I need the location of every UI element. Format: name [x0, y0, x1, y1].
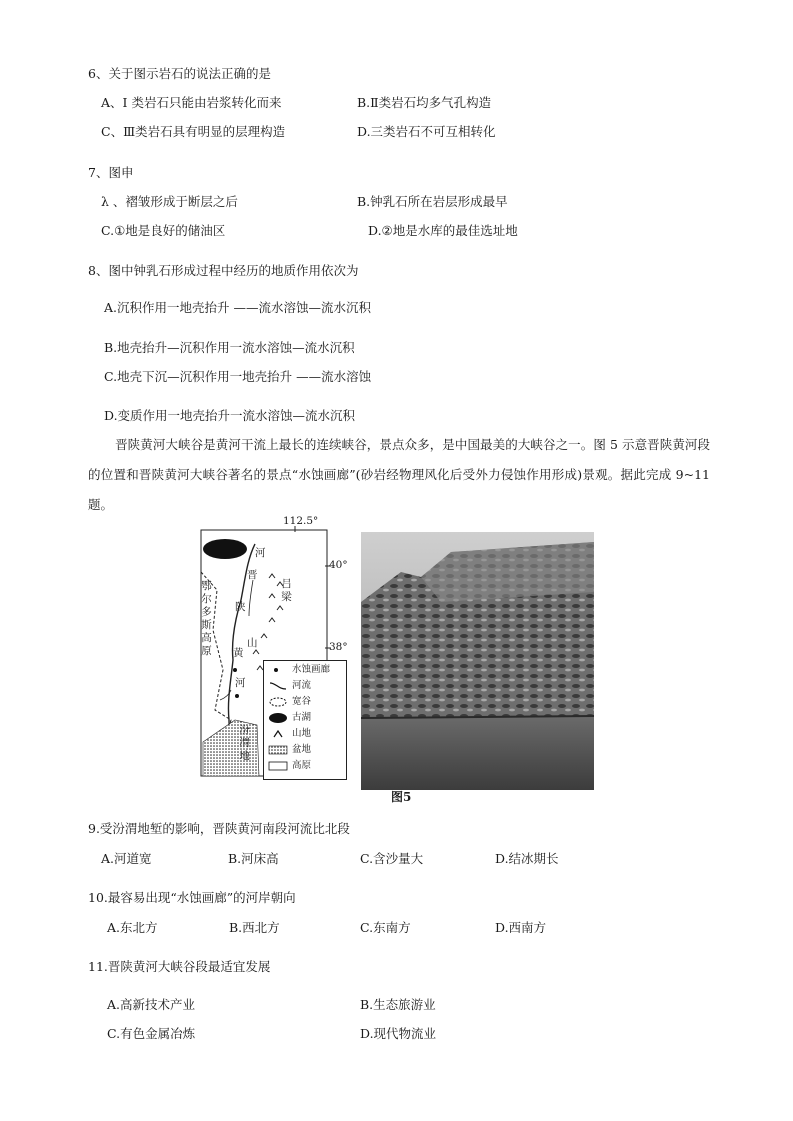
legend-item-plateau: 高原: [268, 759, 346, 773]
q11-stem: 11.晋陕黄河大峡谷段最适宜发展: [88, 959, 271, 974]
q11-option-d[interactable]: D.现代物流业: [360, 1026, 437, 1041]
q8-stem: 8、图中钟乳石形成过程中经历的地质作用依次为: [88, 263, 359, 278]
gallery-landscape-photo: [361, 532, 594, 790]
q6-option-a[interactable]: A、I 类岩石只能由岩浆转化而来: [101, 95, 282, 110]
q6-stem: 6、关于图示岩石的说法正确的是: [88, 66, 271, 81]
legend-item-river: 河流: [268, 679, 346, 693]
q6-option-b[interactable]: B.Ⅱ类岩石均多气孔构造: [357, 95, 492, 110]
q11-option-c[interactable]: C.有色金属冶炼: [107, 1026, 196, 1041]
q9-stem: 9.受汾渭地堑的影响，晋陕黄河南段河流比北段: [88, 821, 350, 836]
huang-label: 黄: [233, 647, 244, 659]
q10-stem: 10.最容易出现“水蚀画廊”的河岸朝向: [88, 890, 296, 905]
intro-paragraph: [88, 430, 710, 520]
latitude-38-label: 38°: [329, 641, 348, 653]
longitude-label: 112.5°: [283, 515, 319, 527]
q9-option-a[interactable]: A.河道宽: [101, 851, 152, 866]
shan-label: 山: [247, 637, 258, 649]
shaan-label: 陕: [235, 601, 246, 613]
legend-item-valley: 宽谷: [268, 695, 346, 709]
q6-option-d[interactable]: D.三类岩石不可互相转化: [357, 124, 496, 139]
dot-icon: [268, 663, 288, 677]
lvliang-mountain-label: 吕梁: [281, 578, 292, 603]
ordos-plateau-label: 鄂尔多斯高原: [201, 580, 212, 657]
mountain-icon: [268, 727, 288, 741]
figure-5: [195, 515, 597, 810]
he-label: 河: [235, 677, 246, 689]
fenwei-basin-label: 汾渭地: [239, 724, 250, 762]
legend-item-mountain: 山地: [268, 727, 346, 741]
q10-option-c[interactable]: C.东南方: [360, 920, 411, 935]
q11-option-b[interactable]: B.生态旅游业: [360, 997, 436, 1012]
q7-option-a[interactable]: λ 、褶皱形成于断层之后: [101, 194, 238, 209]
latitude-40-label: 40°: [329, 559, 348, 571]
jin-label: 晋: [247, 569, 258, 581]
q6-option-c[interactable]: C、Ⅲ类岩石具有明显的层理构造: [101, 124, 286, 139]
q7-option-b[interactable]: B.钟乳石所在岩层形成最早: [357, 194, 508, 209]
q7-stem: 7、图申: [88, 165, 134, 180]
legend-item-basin: 盆地: [268, 743, 346, 757]
q11-option-a[interactable]: A.高新技术产业: [107, 997, 196, 1012]
legend-item-scenic: 水蚀画廊: [268, 663, 346, 677]
q8-option-b[interactable]: B.地壳抬升—沉积作用一流水溶蚀—流水沉积: [104, 340, 355, 355]
q10-option-a[interactable]: A.东北方: [107, 920, 158, 935]
figure-caption: 图5: [391, 790, 412, 804]
q8-option-d[interactable]: D.变质作用一地壳抬升一流水溶蚀—流水沉积: [104, 408, 356, 423]
q8-option-a[interactable]: A.沉积作用一地壳抬升 ——流水溶蚀—流水沉积: [104, 300, 371, 315]
q7-option-c[interactable]: C.①地是良好的储油区: [101, 223, 226, 238]
jin-label-top: 河: [255, 547, 266, 559]
q8-option-c[interactable]: C.地壳下沉—沉积作用一地壳抬升 ——流水溶蚀: [104, 369, 372, 384]
valley-icon: [268, 695, 288, 709]
q9-option-b[interactable]: B.河床高: [228, 851, 279, 866]
basin-icon: [268, 743, 288, 757]
q10-option-d[interactable]: D.西南方: [495, 920, 547, 935]
map-legend: [263, 660, 347, 780]
q10-option-b[interactable]: B.西北方: [229, 920, 280, 935]
river-icon: [268, 679, 288, 693]
location-map: [195, 515, 348, 778]
intro-text: 晋陕黄河大峡谷是黄河干流上最长的连续峡谷，景点众多，是中国最美的大峡谷之一。图 5 示意晋陕黄河段的位置和晋陕黄河大峡谷著名的景点“水蚀画廊”(砂岩经物理风化后受外力侵蚀作用形成)景观。据此完成 9~11 题。: [88, 437, 710, 512]
plateau-icon: [268, 759, 288, 773]
q9-option-c[interactable]: C.含沙量大: [360, 851, 424, 866]
legend-item-lake: 古湖: [268, 711, 346, 725]
q9-option-d[interactable]: D.结冰期长: [495, 851, 559, 866]
lake-icon: [268, 711, 288, 725]
q7-option-d[interactable]: D.②地是水库的最佳选址地: [368, 223, 518, 238]
